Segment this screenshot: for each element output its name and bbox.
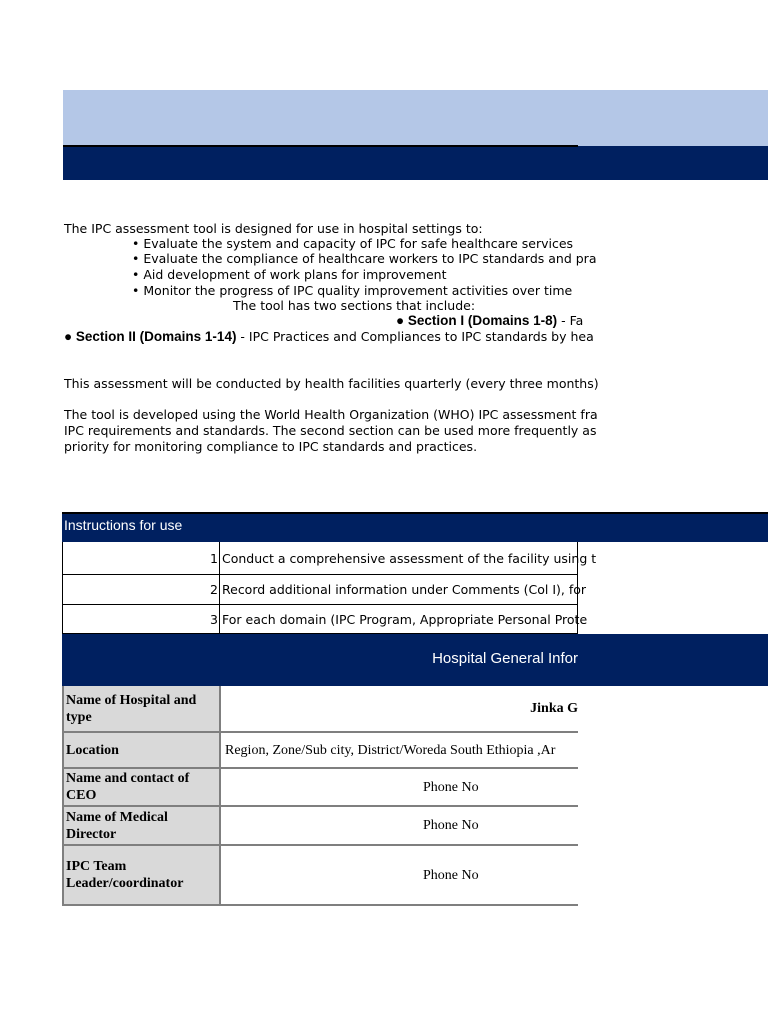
section-1-desc: - Fa <box>557 313 584 328</box>
instruction-number: 3 <box>63 605 220 633</box>
section-2-desc: - IPC Practices and Compliances to IPC standards by hea <box>236 329 594 344</box>
header-band-dark <box>63 146 768 180</box>
intro-line: The IPC assessment tool is designed for use in hospital settings to: <box>64 221 483 236</box>
who-text-line: IPC requirements and standards. The second section can be used more frequently as <box>64 423 597 438</box>
section-1-title: ● Section I (Domains 1-8) <box>396 313 558 328</box>
info-label: Name and contact of CEO <box>64 769 221 805</box>
instruction-text: Record additional information under Comments (Col I), for <box>222 582 587 597</box>
hospital-info-title: Hospital General Infor <box>432 650 578 667</box>
info-value[interactable]: Jinka G <box>530 701 578 716</box>
quarterly-text: This assessment will be conducted by health facilities quarterly (every three months) <box>64 376 599 391</box>
header-band-light <box>63 90 768 146</box>
info-label: Name of Hospital and type <box>64 686 221 731</box>
info-value[interactable]: Region, Zone/Sub city, District/Woreda South Ethiopia ,Ar <box>225 742 556 758</box>
intro-bullet: • Evaluate the system and capacity of IPC for safe healthcare services <box>132 236 574 251</box>
info-label: Name of Medical Director <box>64 807 221 844</box>
info-label: Location <box>64 733 221 767</box>
instructions-title: Instructions for use <box>64 517 183 533</box>
info-row-ipc-leader <box>62 846 578 906</box>
intro-bullet: • Evaluate the compliance of healthcare workers to IPC standards and pra <box>132 251 597 266</box>
info-label: IPC Team Leader/coordinator <box>64 846 221 904</box>
header-divider <box>63 145 578 147</box>
instruction-row <box>62 542 597 575</box>
instruction-number: 2 <box>63 575 220 604</box>
instruction-number: 1 <box>63 542 220 574</box>
section-2-title: ● Section II (Domains 1-14) <box>64 329 237 344</box>
section-2-line <box>64 329 594 345</box>
info-value[interactable]: Phone No <box>423 867 479 883</box>
two-sections-text: The tool has two sections that include: <box>233 298 476 313</box>
info-value[interactable]: Phone No <box>423 818 479 833</box>
section-1-line <box>396 313 584 329</box>
instruction-row <box>62 605 588 634</box>
instruction-text: Conduct a comprehensive assessment of the facility using t <box>222 550 597 566</box>
info-row-medical-director <box>62 807 578 846</box>
info-row-location <box>62 733 578 769</box>
who-text-line: priority for monitoring compliance to IPC standards and practices. <box>64 439 478 454</box>
instruction-text: For each domain (IPC Program, Appropriate Personal Prote <box>222 611 588 627</box>
info-row-ceo <box>62 769 578 807</box>
intro-bullet: • Monitor the progress of IPC quality improvement activities over time <box>132 283 573 298</box>
who-text-line: The tool is developed using the World Health Organization (WHO) IPC assessment fra <box>64 407 598 422</box>
info-row-hospital-name <box>62 686 578 733</box>
intro-bullet: • Aid development of work plans for improvement <box>132 267 447 282</box>
instruction-row <box>62 575 587 605</box>
info-value[interactable]: Phone No <box>423 779 479 795</box>
